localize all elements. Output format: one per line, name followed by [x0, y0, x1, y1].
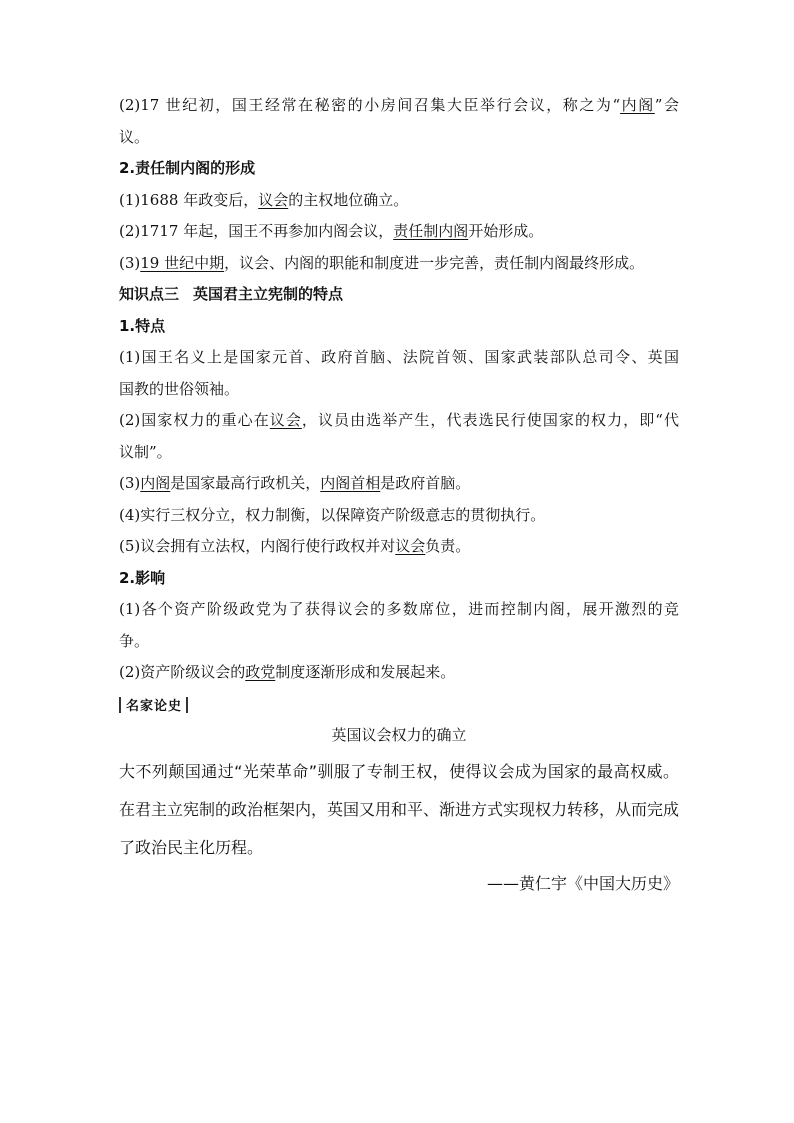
quote-line-1: 大不列颠国通过“光荣革命”驯服了专制王权，使得议会成为国家的最高权威。 [119, 761, 679, 781]
quote-line-3: 了政治民主化历程。 [119, 837, 264, 857]
feature-item-1-line1: (1)国王名义上是国家元首、政府首脑、法院首领、国家武装部队总司令、英国 [119, 348, 679, 366]
quote-line-2: 在君主立宪制的政治框架内，英国又用和平、渐进方式实现权力转移，从而完成 [119, 799, 680, 819]
underlined-term: 内阁 [140, 474, 171, 492]
tag-label: 名家论史 [126, 699, 183, 714]
paragraph-cabinet-origin-line2: 议。 [119, 127, 150, 146]
feature-item-4: (4)实行三权分立，权力制衡，以保障资产阶级意志的贯彻执行。 [119, 505, 546, 524]
quote-source: ——黄仁宇《中国大历史》 [486, 873, 679, 893]
feature-item-2-line1: (2)国家权力的重心在议会，议员由选举产生，代表选民行使国家的权力，即“代 [119, 411, 679, 429]
knowledge-point-heading [119, 279, 679, 311]
famous-historians-tag [119, 693, 679, 717]
list-item-1688: (1)1688 年政变后，议会的主权地位确立。 [119, 190, 409, 209]
heading-features: 1.特点 [119, 316, 166, 335]
underlined-term: 议会 [258, 190, 289, 209]
tag-bar-right [186, 697, 188, 713]
underlined-term: 责任制内阁 [393, 222, 469, 240]
underlined-term: 内阁 [620, 96, 655, 114]
influence-item-2: (2)资产阶级议会的政党制度逐渐形成和发展起来。 [119, 663, 456, 681]
quote-title: 英国议会权力的确立 [331, 725, 467, 744]
influence-item-1-line2: 争。 [119, 631, 150, 650]
feature-item-1-line2: 国教的世俗领袖。 [119, 379, 240, 398]
underlined-term: 19 世纪中期 [140, 253, 225, 272]
feature-item-3: (3)内阁是国家最高行政机关，内阁首相是政府首脑。 [119, 474, 471, 492]
feature-item-2-line2: 议制”。 [119, 442, 172, 461]
heading-influence: 2.影响 [119, 568, 166, 587]
influence-item-1-line1: (1)各个资产阶级政党为了获得议会的多数席位，进而控制内阁，展开激烈的竞 [119, 600, 679, 618]
paragraph-cabinet-origin-line1: (2)17 世纪初，国王经常在秘密的小房间召集大臣举行会议，称之为“内阁”会 [119, 96, 679, 114]
knowledge-point-title: 英国君主立宪制的特点 [193, 285, 344, 303]
feature-item-5: (5)议会拥有立法权，内阁行使行政权并对议会负责。 [119, 537, 471, 555]
list-item-19th-century: (3)19 世纪中期，议会、内阁的职能和制度进一步完善，责任制内阁最终形成。 [119, 253, 645, 272]
underlined-term: 议会 [395, 537, 426, 555]
knowledge-point-label: 知识点三 [119, 285, 180, 303]
underlined-term: 内阁首相 [320, 474, 381, 492]
underlined-term: 政党 [245, 663, 276, 681]
underlined-term: 议会 [269, 411, 302, 429]
heading-responsible-cabinet: 2.责任制内阁的形成 [119, 159, 256, 177]
list-item-1717: (2)1717 年起，国王不再参加内阁会议，责任制内阁开始形成。 [119, 222, 544, 240]
document-page [119, 90, 679, 901]
tag-bar-left [119, 697, 121, 713]
